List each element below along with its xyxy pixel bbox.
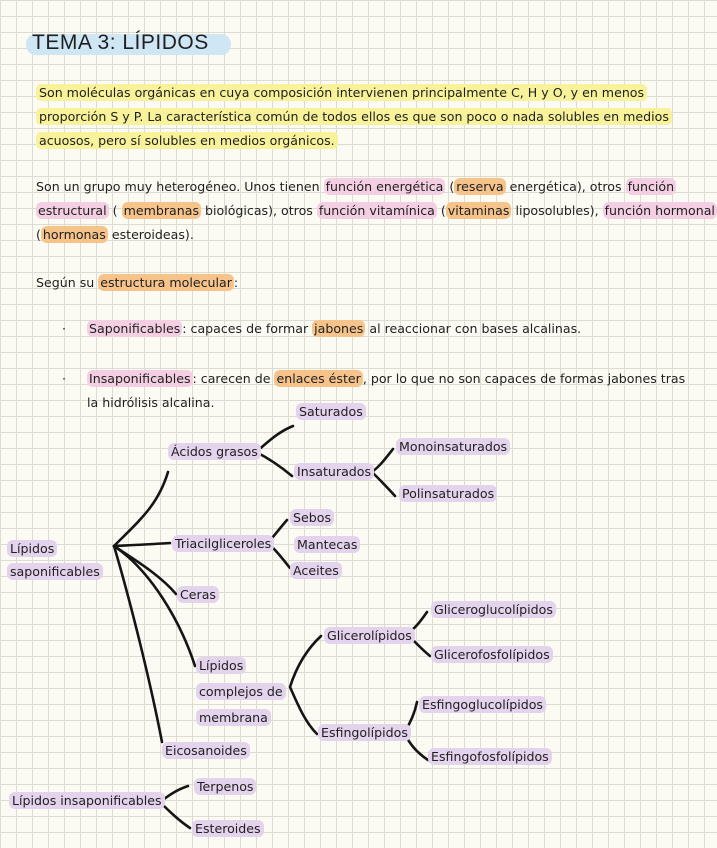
functions-text: biológicas), otros bbox=[201, 203, 317, 218]
function-vitaminica: función vitamínica bbox=[318, 203, 435, 218]
node-label: Glicerofosfolípidos bbox=[431, 646, 553, 663]
bullet-text: , por lo que no son capaces de formas jabones tras bbox=[362, 371, 686, 386]
keyword-saponificables: Saponificables bbox=[89, 321, 181, 336]
node-gliceroglucolipidos bbox=[431, 602, 556, 617]
functions-text: esteroideas). bbox=[107, 227, 194, 242]
node-label: Ácidos grasos bbox=[168, 443, 261, 460]
node-label: Triacilgliceroles bbox=[172, 535, 274, 552]
bullet-marker: · bbox=[62, 371, 67, 386]
keyword-vitaminas: vitaminas bbox=[447, 203, 510, 218]
keyword-reserva: reserva bbox=[456, 179, 504, 194]
node-glicerolipidos bbox=[324, 628, 415, 643]
bullet-text: : capaces de formar bbox=[182, 321, 313, 336]
function-hormonal: función hormonal bbox=[604, 203, 715, 218]
brace-complejos bbox=[290, 636, 321, 734]
keyword-insaponificables: Insaponificables bbox=[89, 371, 191, 386]
intro-line-2: proporción S y P. La característica común de todos ellos es que son poco o nada solubles en medios bbox=[36, 108, 672, 125]
node-label: Aceites bbox=[290, 562, 342, 579]
intro-line-1: Son moléculas orgánicas en cuya composición intervienen principalmente C, H y O, y en menos bbox=[36, 84, 647, 101]
branch-complejos bbox=[114, 546, 195, 666]
node-label: Esfingoglucolípidos bbox=[419, 696, 546, 713]
node-label: Glicerolípidos bbox=[324, 627, 415, 644]
bullet-text: al reaccionar con bases alcalinas. bbox=[365, 321, 582, 336]
brace-acidos bbox=[256, 426, 293, 476]
node-insaturados bbox=[294, 464, 374, 479]
node-label: Lípidos insaponificables bbox=[9, 792, 165, 809]
page-title: TEMA 3: LÍPIDOS bbox=[32, 31, 209, 54]
keyword-estructura-molecular: estructura molecular bbox=[100, 275, 232, 290]
node-saturados bbox=[296, 404, 366, 419]
keyword-jabones: jabones bbox=[314, 321, 364, 336]
functions-text: ( bbox=[108, 203, 122, 218]
function-estructural: estructural bbox=[38, 203, 107, 218]
node-eicosanoides bbox=[162, 743, 250, 758]
intro-line-3: acuosos, pero sí solubles en medios orgánicos. bbox=[36, 132, 338, 149]
node-mantecas bbox=[294, 537, 360, 552]
classification-text: : bbox=[233, 275, 239, 290]
functions-text: ( bbox=[445, 179, 455, 194]
node-sebos bbox=[290, 510, 334, 525]
node-esfingoglucolipidos bbox=[419, 697, 546, 712]
node-esteroides bbox=[192, 821, 264, 836]
node-label: membrana bbox=[196, 709, 271, 726]
function-energetica: función energética bbox=[325, 179, 444, 194]
bullet-text: : carecen de bbox=[192, 371, 275, 386]
node-polinsaturados bbox=[399, 486, 497, 501]
node-label: Sebos bbox=[290, 509, 334, 526]
node-label: Terpenos bbox=[194, 778, 256, 795]
functions-text: ( bbox=[436, 203, 446, 218]
bullet-text: la hidrólisis alcalina. bbox=[87, 395, 215, 410]
node-acidos-grasos bbox=[168, 444, 261, 459]
node-esfingofosfolipidos bbox=[428, 749, 552, 764]
node-label: Ceras bbox=[177, 586, 219, 603]
node-label: Saturados bbox=[296, 403, 366, 420]
brace-insaturados bbox=[372, 449, 395, 496]
node-terpenos bbox=[194, 779, 256, 794]
node-glicerofosfolipidos bbox=[431, 647, 553, 662]
node-monoinsaturados bbox=[396, 439, 510, 454]
functions-text: liposolubles), bbox=[511, 203, 603, 218]
node-label: Lípidos bbox=[7, 540, 57, 557]
node-label: Esfingolípidos bbox=[318, 724, 411, 741]
keyword-hormonas: hormonas bbox=[42, 227, 106, 242]
functions-text: energética), otros bbox=[505, 179, 626, 194]
node-label: Gliceroglucolípidos bbox=[431, 601, 556, 618]
node-label: Insaturados bbox=[294, 463, 374, 480]
node-label: Eicosanoides bbox=[162, 742, 250, 759]
node-lipidos-complejos bbox=[196, 653, 286, 731]
node-label: complejos de bbox=[196, 683, 286, 700]
node-triacilgliceroles bbox=[172, 536, 274, 551]
node-lipidos-saponificables bbox=[7, 537, 103, 583]
bullet-marker: · bbox=[62, 321, 67, 336]
branch-acidos bbox=[114, 472, 168, 546]
node-label: Mantecas bbox=[294, 536, 360, 553]
function-word: función bbox=[627, 179, 675, 194]
node-ceras bbox=[177, 587, 219, 602]
keyword-membranas: membranas bbox=[123, 203, 200, 218]
node-aceites bbox=[290, 563, 342, 578]
node-lipidos-insaponificables bbox=[9, 793, 165, 808]
functions-text: Son un grupo muy heterogéneo. Unos tienen bbox=[36, 179, 324, 194]
node-label: saponificables bbox=[7, 563, 103, 580]
functions-text: ( bbox=[36, 227, 41, 242]
node-label: Esteroides bbox=[192, 820, 264, 837]
classification-text: Según su bbox=[36, 275, 99, 290]
node-esfingolipidos bbox=[318, 725, 411, 740]
node-label: Lípidos bbox=[196, 657, 246, 674]
branch-triacil bbox=[114, 543, 170, 546]
keyword-enlaces-ester: enlaces éster bbox=[276, 371, 361, 386]
node-label: Esfingofosfolípidos bbox=[428, 748, 552, 765]
node-label: Polinsaturados bbox=[399, 485, 497, 502]
node-label: Monoinsaturados bbox=[396, 438, 510, 455]
